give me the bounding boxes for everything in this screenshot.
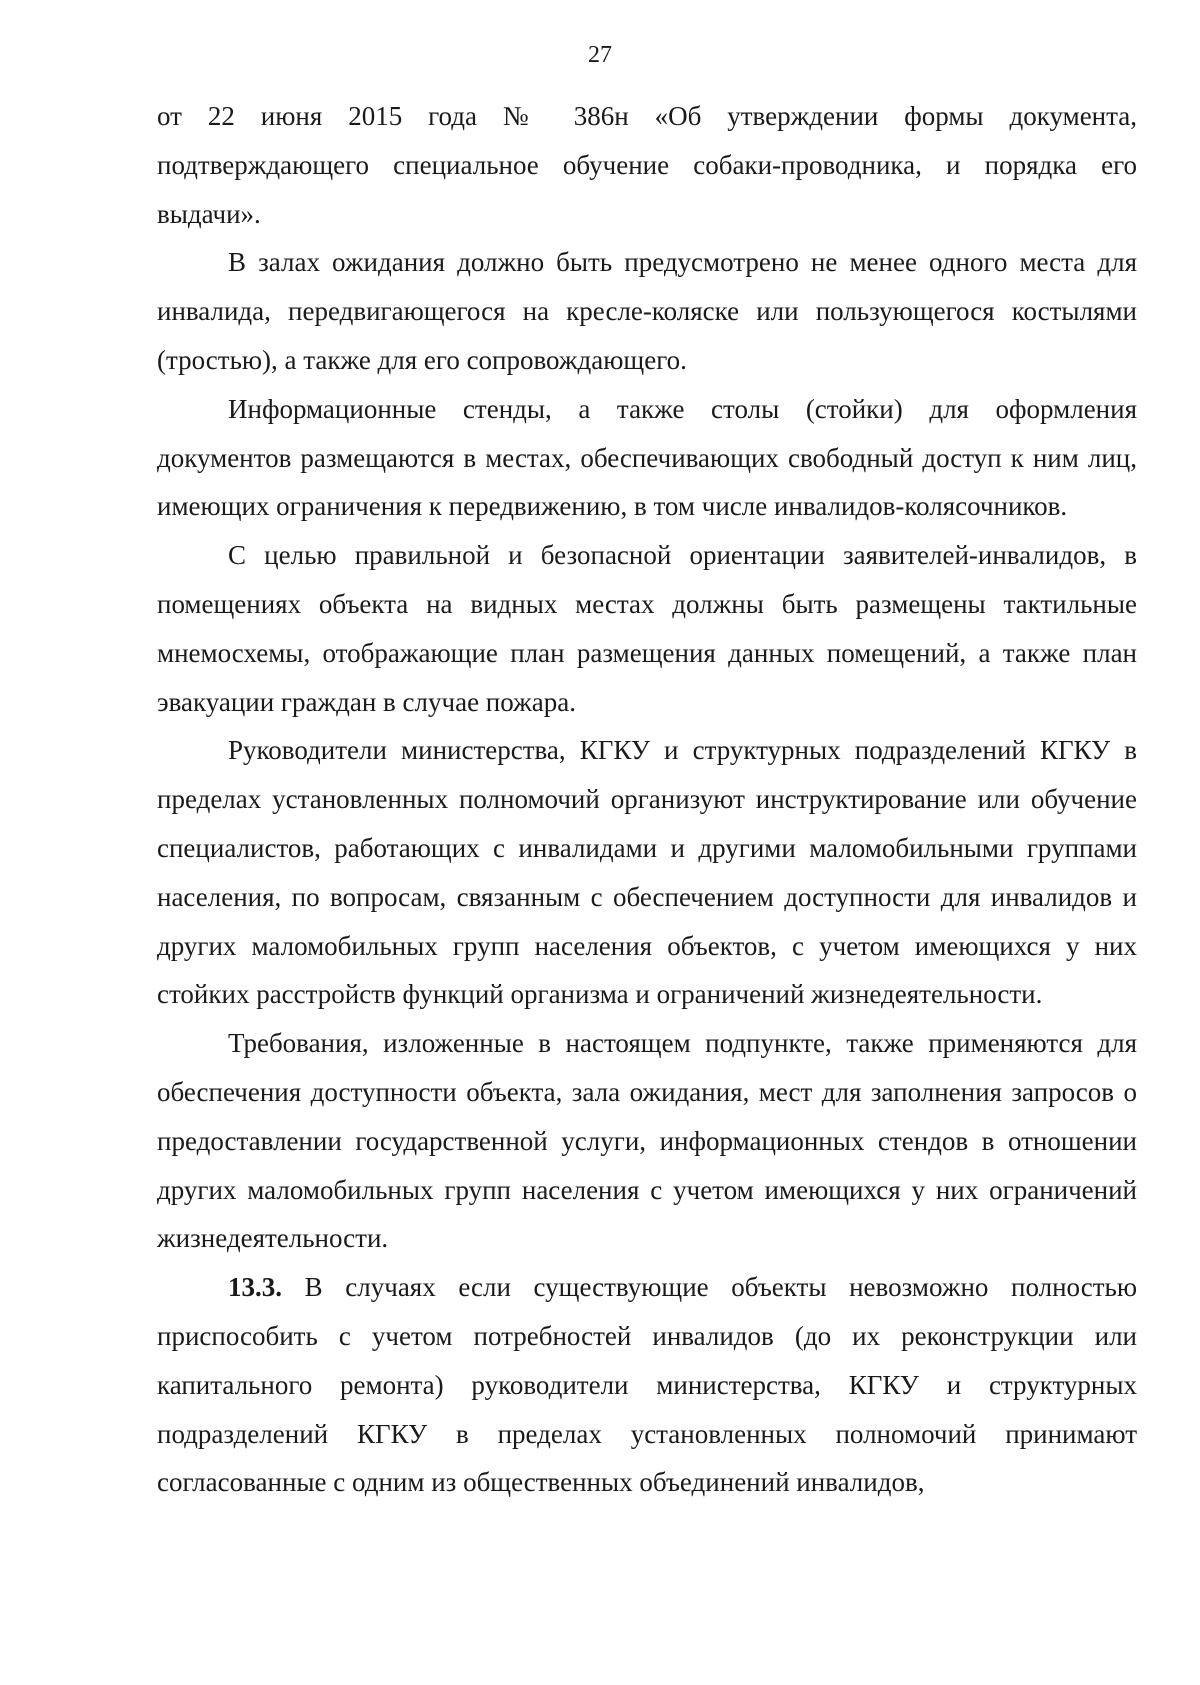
paragraph-order-reference: от 22 июня 2015 года № 386н «Об утверждении формы документа, подтверждающего специальное обучение собаки-проводника, и порядка его выдачи». — [157, 101, 1137, 229]
paragraph-requirements: Требования, изложенные в настоящем подпункте, также применяются для обеспечения доступности объекта, зала ожидания, мест для заполнения запросов о предоставлении государственной услуги, информационных стендов в отношении других маломобильных групп населения с учетом имеющихся у них ограничений жизнедеятельности. — [157, 1028, 1137, 1254]
paragraph-section-13-3 — [157, 1263, 1137, 1507]
paragraph-waiting-rooms: В залах ожидания должно быть предусмотрено не менее одного места для инвалида, передвигающегося на кресле-коляске или пользующегося костылями (тростью), а также для его сопровождающего. — [157, 247, 1137, 375]
paragraph-staff-training: Руководители министерства, КГКУ и структурных подразделений КГКУ в пределах установленных полномочий организуют инструктирование или обучение специалистов, работающих с инвалидами и другими маломобильными группами населения, по вопросам, связанным с обеспечением доступности для инвалидов и других маломобильных групп населения объектов, с учетом имеющихся у них стойких расстройств функций организма и ограничений жизнедеятельности. — [157, 735, 1137, 1010]
paragraph-information-stands: Информационные стенды, а также столы (стойки) для оформления документов размещаются в местах, обеспечивающих свободный доступ к ним лиц, имеющих ограничения к передвижению, в том числе инвалидов-колясочников. — [157, 393, 1137, 522]
document-body — [157, 92, 1137, 1507]
section-number: 13.3. — [228, 1272, 282, 1303]
page-number: 27 — [588, 42, 612, 68]
paragraph-orientation: С целью правильной и безопасной ориентации заявителей-инвалидов, в помещениях объекта на видных местах должны быть размещены тактильные мнемосхемы, отображающие план размещения данных помещений, а также план эвакуации граждан в случае пожара. — [157, 540, 1137, 717]
section-13-3-text: В случаях если существующие объекты невозможно полностью приспособить с учетом потребностей инвалидов (до их реконструкции или капитального ремонта) руководители министерства, КГКУ и структурных подразделений КГКУ в пределах установленных полномочий принимают согласованные с одним из общественных объединений инвалидов, — [157, 1272, 1137, 1498]
